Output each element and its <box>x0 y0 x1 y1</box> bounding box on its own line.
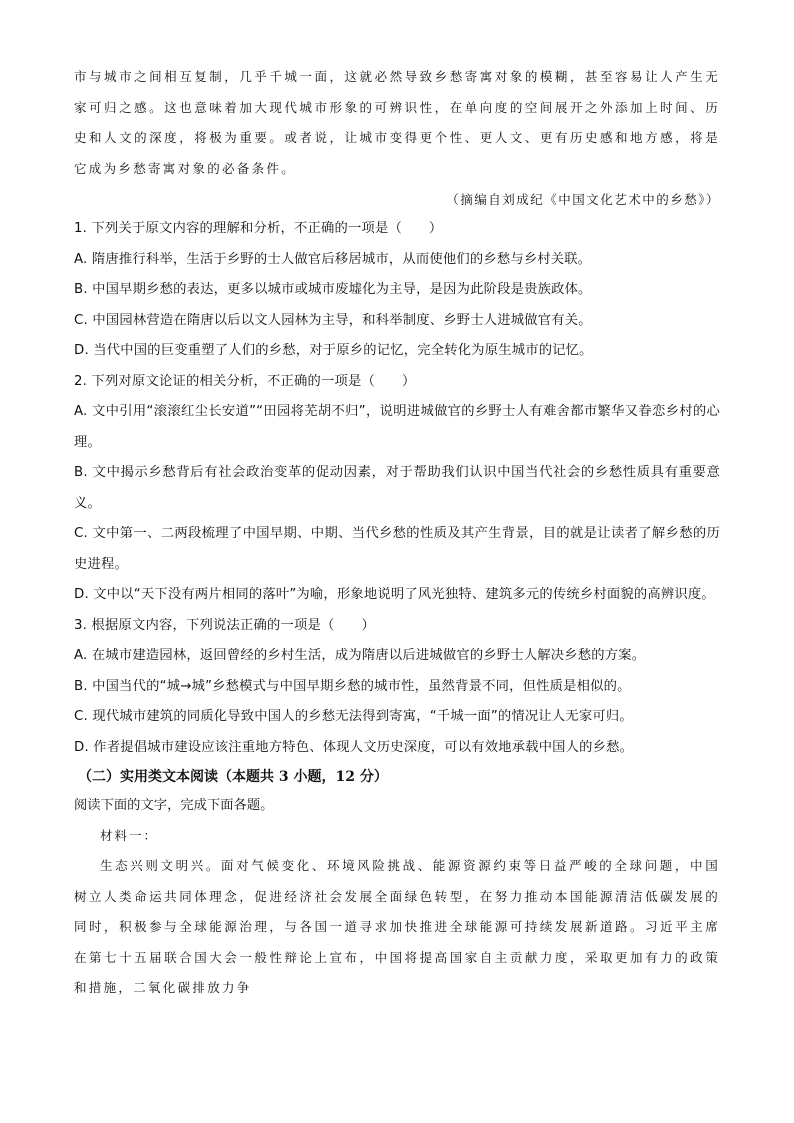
question-2-option-b: B. 文中揭示乡愁背后有社会政治变革的促动因素，对于帮助我们认识中国当代社会的乡愁性质具有重要意义。 <box>74 465 720 511</box>
question-3-option-b: B. 中国当代的“城→城”乡愁模式与中国早期乡愁的城市性，虽然背景不同，但性质是相似的。 <box>74 678 631 694</box>
question-3 <box>74 611 720 764</box>
question-3-option-d: D. 作者提倡城市建设应该注重地方特色、体现人文历史深度，可以有效地承载中国人的乡愁。 <box>74 739 634 755</box>
question-1 <box>74 214 720 367</box>
question-2-stem: 2. 下列对原文论证的相关分析，不正确的一项是（ ） <box>74 373 416 389</box>
question-1-option-a: A. 隋唐推行科举，生活于乡野的士人做官后移居城市，从而使他们的乡愁与乡村关联。 <box>74 251 592 267</box>
question-1-stem: 1. 下列关于原文内容的理解和分析，不正确的一项是（ ） <box>74 221 443 236</box>
section-2-heading: （二）实用类文本阅读（本题共 3 小题，12 分） <box>78 769 388 785</box>
question-1-option-c: C. 中国园林营造在隋唐以后以文人园林为主导，和科举制度、乡野士人进城做官有关。 <box>74 312 592 328</box>
question-2-option-d: D. 文中以“天下没有两片相同的落叶”为喻，形象地说明了风光独特、建筑多元的传统乡村面貌的高辨识度。 <box>74 587 715 602</box>
question-2 <box>74 367 720 611</box>
question-3-stem: 3. 根据原文内容，下列说法正确的一项是（ ） <box>74 617 375 633</box>
passage-ending-paragraph: 市与城市之间相互复制，几乎千城一面，这就必然导致乡愁寄寓对象的模糊，甚至容易让人产生无家可归之感。这也意味着加大现代城市形象的可辨识性，在单向度的空间展开之外添加上时间、历史和人文的深度，将极为重要。或者说，让城市变得更个性、更人文、更有历史感和地方感，将是它成为乡愁寄寓对象的必备条件。 <box>74 69 720 176</box>
question-3-option-c: C. 现代城市建筑的同质化导致中国人的乡愁无法得到寄寓，“千城一面”的情况让人无家可归。 <box>74 709 633 724</box>
question-1-option-d: D. 当代中国的巨变重塑了人们的乡愁，对于原乡的记忆，完全转化为原生城市的记忆。 <box>74 343 593 358</box>
question-3-option-a: A. 在城市建造园林，返回曾经的乡村生活，成为隋唐以后进城做官的乡野士人解决乡愁的方案。 <box>74 648 646 663</box>
section-2-instruction: 阅读下面的文字，完成下面各题。 <box>74 798 274 813</box>
material-1-text: 生态兴则文明兴。面对气候变化、环境风险挑战、能源资源约束等日益严峻的全球问题，中国树立人类命运共同体理念，促进经济社会发展全面绿色转型，在努力推动本国能源清洁低碳发展的同时，积极参与全球能源治理，与各国一道寻求加快推进全球能源可持续发展新道路。习近平主席在第七十五届联合国大会一般性辩论上宣布，中国将提高国家自主贡献力度，采取更加有力的政策和措施，二氧化碳排放力争 <box>74 858 720 995</box>
material-1-label: 材料一： <box>100 828 159 843</box>
question-2-option-c: C. 文中第一、二两段梳理了中国早期、中期、当代乡愁的性质及其产生背景，目的就是让读者了解乡愁的历史进程。 <box>74 526 720 572</box>
question-2-option-a: A. 文中引用“滚滚红尘长安道”“田园将芜胡不归”，说明进城做官的乡野士人有难舍都市繁华又眷恋乡村的心理。 <box>74 404 720 450</box>
document-page <box>74 62 720 1004</box>
passage-source-citation: （摘编自刘成纪《中国文化艺术中的乡愁》） <box>446 192 720 207</box>
question-1-option-b: B. 中国早期乡愁的表达，更多以城市或城市废墟化为主导，是因为此阶段是贵族政体。 <box>74 282 592 297</box>
